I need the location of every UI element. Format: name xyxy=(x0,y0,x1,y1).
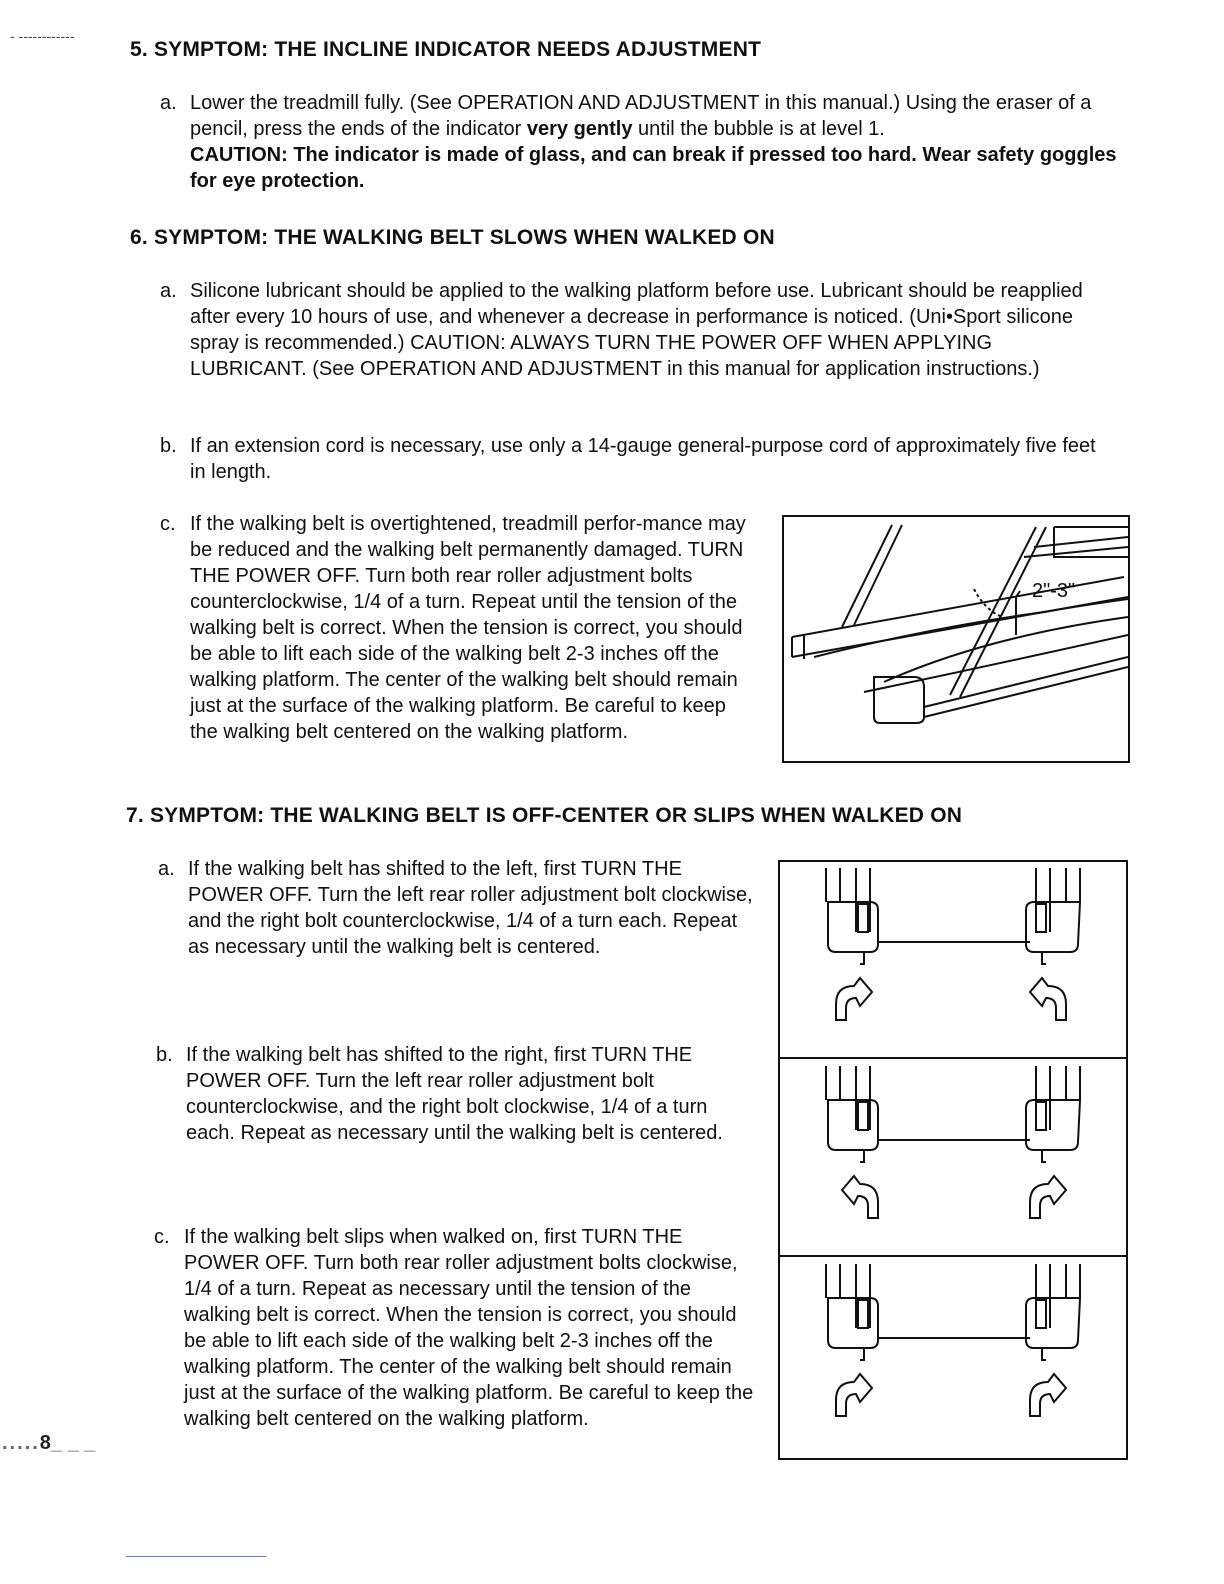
section-7-heading: 7. SYMPTOM: THE WALKING BELT IS OFF-CENTER OR SLIPS WHEN WALKED ON xyxy=(126,804,963,827)
item-text-end: until the bubble is at level 1. xyxy=(632,118,885,140)
item-letter: b. xyxy=(160,435,177,457)
section-5-item-a xyxy=(160,90,1145,194)
item-text: Silicone lubricant should be applied to the walking platform before use. Lubricant should be reapplied after every 10 hours of use, and whenever a decrease in performance is noticed. (Uni•Sport silicone spray is recommended.) CAUTION: ALWAYS TURN THE POWER OFF WHEN APPLYING LUBRICANT. (See OPERATION AND ADJUSTMENT in this manual for application instructions.) xyxy=(190,280,1083,380)
item-text: If the walking belt has shifted to the right, first TURN THE POWER OFF. Turn the left rear roller adjustment bolt counterclockwise, and the right bolt clockwise, 1/4 of a turn each. Repeat as necessary until the walking belt is centered. xyxy=(186,1044,723,1144)
section-7-item-a xyxy=(158,856,758,960)
item-text: If the walking belt is overtightened, treadmill perfor-mance may be reduced and the walking belt permanently damaged. TURN THE POWER OFF. Turn both rear roller adjustment bolts counterclockwise, 1/4 of a turn. Repeat until the tension of the walking belt is correct. When the tension is correct, you should be able to lift each side of the walking belt 2-3 inches off the walking platform. The center of the walking belt should remain just at the surface of the walking platform. Be careful to keep the walking belt centered on the walking platform. xyxy=(190,513,746,743)
roller-adjustment-illustration xyxy=(780,862,1126,1458)
roller-adjustment-figure xyxy=(778,860,1128,1460)
panel-shift-left xyxy=(826,868,1080,1020)
scan-underline-mark xyxy=(126,1556,266,1557)
measurement-label: 2"-3" xyxy=(1032,580,1076,602)
section-7-item-c xyxy=(154,1224,754,1432)
belt-tension-figure xyxy=(782,515,1130,763)
item-letter: a. xyxy=(158,858,175,880)
item-text: If the walking belt has shifted to the left, first TURN THE POWER OFF. Turn the left rear roller adjustment bolt clockwise, and the right bolt counterclockwise, 1/4 of a turn each. Repeat as necessary until the walking belt is centered. xyxy=(188,858,753,958)
section-6-heading: 6. SYMPTOM: THE WALKING BELT SLOWS WHEN WALKED ON xyxy=(130,226,775,249)
section-7-item-b xyxy=(156,1042,756,1146)
panel-shift-right xyxy=(826,1066,1080,1218)
counterclockwise-arrow-icon xyxy=(1030,978,1066,1020)
item-letter: c. xyxy=(160,513,176,535)
item-text: If an extension cord is necessary, use only a 14-gauge general-purpose cord of approximately five feet in length. xyxy=(190,435,1096,483)
item-letter: a. xyxy=(160,280,177,302)
section-5-heading: 5. SYMPTOM: THE INCLINE INDICATOR NEEDS ADJUSTMENT xyxy=(130,38,762,61)
clockwise-arrow-icon xyxy=(1030,1374,1066,1416)
section-6-item-a xyxy=(160,278,1110,382)
item-letter: a. xyxy=(160,92,177,114)
clockwise-arrow-icon xyxy=(836,1374,872,1416)
item-emphasis: very gently xyxy=(526,118,633,140)
clockwise-arrow-icon xyxy=(1030,1176,1066,1218)
counterclockwise-arrow-icon xyxy=(842,1176,878,1218)
clockwise-arrow-icon xyxy=(836,978,872,1020)
caution-text: CAUTION: The indicator is made of glass, and can break if pressed too hard. Wear safety goggles for eye protection. xyxy=(190,144,1117,192)
section-6-item-c xyxy=(160,511,750,745)
scan-dash-mark: - ------------ xyxy=(10,28,75,44)
item-body xyxy=(190,90,1145,194)
item-text: If the walking belt slips when walked on, first TURN THE POWER OFF. Turn both rear roller adjustment bolts clockwise, 1/4 of a turn. Repeat as necessary until the tension of the walking belt is correct. When the tension is correct, you should be able to lift each side of the walking belt 2-3 inches off the walking platform. The center of the walking belt should remain just at the surface of the walking platform. Be careful to keep the walking belt centered on the walking platform. xyxy=(184,1226,754,1430)
item-letter: b. xyxy=(156,1044,173,1066)
item-letter: c. xyxy=(154,1226,170,1248)
page-number-value: 8 xyxy=(39,1432,51,1454)
section-6-item-b xyxy=(160,433,1110,485)
page-number: .....8_ _ _ xyxy=(2,1432,96,1454)
treadmill-belt-illustration xyxy=(784,517,1128,761)
panel-slips xyxy=(826,1264,1080,1416)
item-text: Lower the treadmill fully. (See OPERATION AND ADJUSTMENT in this manual.) Using the eraser of a pencil, press the ends of the indicator xyxy=(190,92,1092,140)
